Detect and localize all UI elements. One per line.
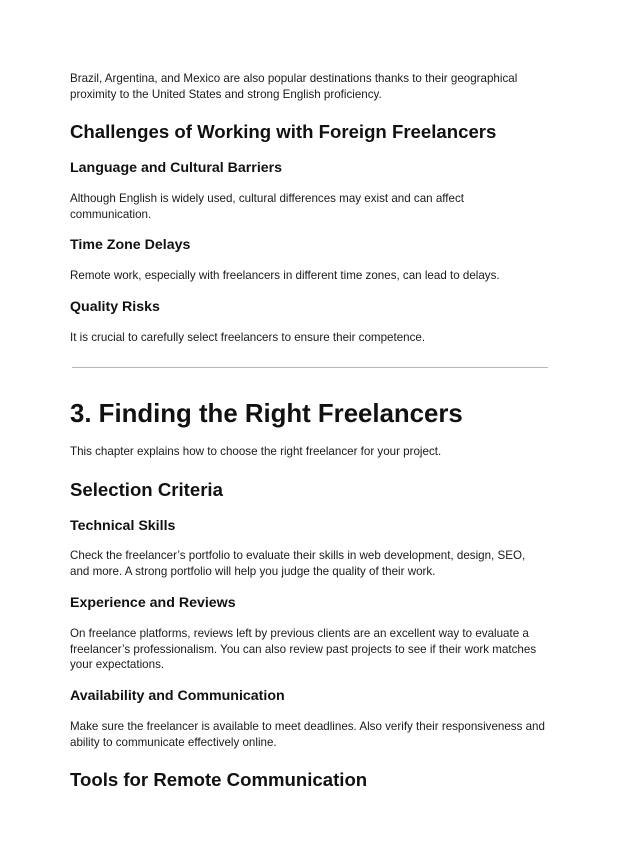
chapter-title: 3. Finding the Right Freelancers [70, 400, 463, 428]
section-divider [72, 367, 548, 368]
criteria-title-experience: Experience and Reviews [70, 595, 236, 611]
criteria-title-technical: Technical Skills [70, 518, 176, 534]
challenges-heading: Challenges of Working with Foreign Freelancers [70, 121, 497, 142]
challenge-title-quality: Quality Risks [70, 299, 160, 315]
selection-heading: Selection Criteria [70, 479, 223, 500]
challenge-text-language: Although English is widely used, cultural differences may exist and can affect communication. [70, 192, 464, 221]
chapter-intro: This chapter explains how to choose the right freelancer for your project. [70, 445, 442, 458]
challenge-text-timezone: Remote work, especially with freelancers in different time zones, can lead to delays. [70, 269, 500, 282]
challenge-title-language: Language and Cultural Barriers [70, 160, 283, 176]
challenge-text-quality: It is crucial to carefully select freelancers to ensure their competence. [70, 331, 426, 344]
challenge-title-timezone: Time Zone Delays [70, 237, 191, 253]
criteria-text-availability: Make sure the freelancer is available to meet deadlines. Also verify their responsiveness and ability to communicate effectively online. [70, 720, 545, 749]
intro-paragraph: Brazil, Argentina, and Mexico are also popular destinations thanks to their geographical proximity to the United States and strong English proficiency. [70, 72, 518, 101]
criteria-text-experience: On freelance platforms, reviews left by previous clients are an excellent way to evaluate a freelancer’s professionalism. You can also review past projects to see if their work matches your expectations. [70, 627, 537, 672]
criteria-title-availability: Availability and Communication [70, 688, 285, 704]
tools-heading: Tools for Remote Communication [70, 769, 368, 790]
criteria-text-technical: Check the freelancer’s portfolio to evaluate their skills in web development, design, SEO, and more. A strong portfolio will help you judge the quality of their work. [70, 549, 526, 578]
